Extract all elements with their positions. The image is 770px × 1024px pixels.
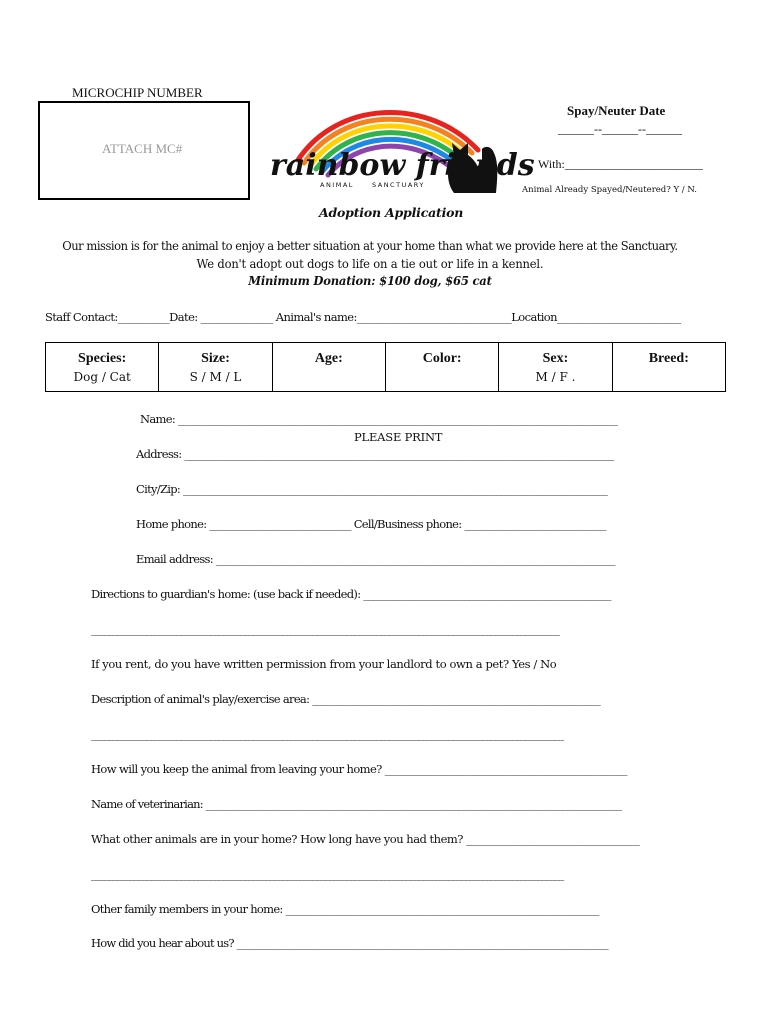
size-cell[interactable] xyxy=(159,343,272,391)
species-header: Species: xyxy=(78,351,127,366)
species-cell[interactable] xyxy=(46,343,159,391)
address-field[interactable]: Address: _____________________________________________________________________________________ xyxy=(136,447,614,461)
microchip-label: MICROCHIP NUMBER xyxy=(72,85,203,100)
color-header: Color: xyxy=(422,351,462,366)
other-animals-continued-line[interactable]: _______________________________________________________________________________________________________________ xyxy=(91,867,563,881)
spay-with-line[interactable]: With:_______________________ xyxy=(538,157,703,171)
spay-neuter-title: Spay/Neuter Date xyxy=(567,103,666,118)
age-cell[interactable] xyxy=(273,343,386,391)
sex-header: Sex: xyxy=(542,351,569,366)
sex-value: M / F . xyxy=(535,370,576,384)
please-print-note: PLEASE PRINT xyxy=(354,430,443,444)
rent-permission-question[interactable]: If you rent, do you have written permission from your landlord to own a pet? Yes / No xyxy=(91,657,557,671)
rainbow-friends-logo xyxy=(268,105,535,197)
mission-statement: Our mission is for the animal to enjoy a better situation at your home than what we provide here at the Sanctuary. xyxy=(62,239,678,253)
family-members-field[interactable]: Other family members in your home: ______________________________________________________________ xyxy=(91,902,599,916)
breed-cell[interactable] xyxy=(613,343,725,391)
color-cell[interactable] xyxy=(386,343,499,391)
policy-statement: We don't adopt out dogs to life on a tie out or life in a kennel. xyxy=(196,257,544,271)
size-header: Size: xyxy=(201,351,230,366)
sex-cell[interactable] xyxy=(499,343,612,391)
play-area-continued-line[interactable]: _______________________________________________________________________________________________________________ xyxy=(91,727,563,741)
logo-sub-right: SANCTUARY xyxy=(372,181,425,189)
veterinarian-field[interactable]: Name of veterinarian: ____________________________________________________________________________________ xyxy=(91,797,622,811)
spay-date-line[interactable]: ______--______--______ xyxy=(558,122,682,136)
breed-header: Breed: xyxy=(648,351,689,366)
city-zip-field[interactable]: City/Zip: ____________________________________________________________________________________ xyxy=(136,482,608,496)
rainbow-logo-icon xyxy=(268,105,535,197)
animal-info-table xyxy=(45,342,726,392)
minimum-donation: Minimum Donation: $100 dog, $65 cat xyxy=(248,274,492,288)
name-field[interactable]: Name: _______________________________________________________________________________________ xyxy=(140,412,618,426)
directions-field[interactable]: Directions to guardian's home: (use back if needed): _________________________________________________ xyxy=(91,587,611,601)
attach-mc-placeholder: ATTACH MC# xyxy=(102,141,183,156)
staff-contact-line[interactable]: Staff Contact:__________Date: ______________ Animal's name:______________________________Location________________________ xyxy=(45,310,681,324)
referral-source-field[interactable]: How did you hear about us? ___________________________________________________________________________ xyxy=(91,936,608,950)
logo-brand-text: rainbow friends xyxy=(270,148,535,183)
directions-continued-line[interactable]: ______________________________________________________________________________________________________________ xyxy=(91,622,559,636)
size-value: S / M / L xyxy=(189,370,242,384)
species-value: Dog / Cat xyxy=(73,370,131,384)
play-area-field[interactable]: Description of animal's play/exercise area: _________________________________________________________ xyxy=(91,692,601,706)
phone-field[interactable]: Home phone: ____________________________ Cell/Business phone: ____________________________ xyxy=(136,517,606,531)
containment-field[interactable]: How will you keep the animal from leaving your home? _______________________________________________ xyxy=(91,762,627,776)
age-header: Age: xyxy=(314,351,343,366)
microchip-box[interactable] xyxy=(38,101,250,200)
other-animals-field[interactable]: What other animals are in your home? How long have you had them? _________________________________ xyxy=(91,832,640,846)
already-spayed-text: Animal Already Spayed/Neutered? Y / N. xyxy=(522,185,697,195)
page-title: Adoption Application xyxy=(319,205,464,220)
logo-sub-left: ANIMAL xyxy=(320,181,354,189)
email-field[interactable]: Email address: _______________________________________________________________________________ xyxy=(136,552,615,566)
